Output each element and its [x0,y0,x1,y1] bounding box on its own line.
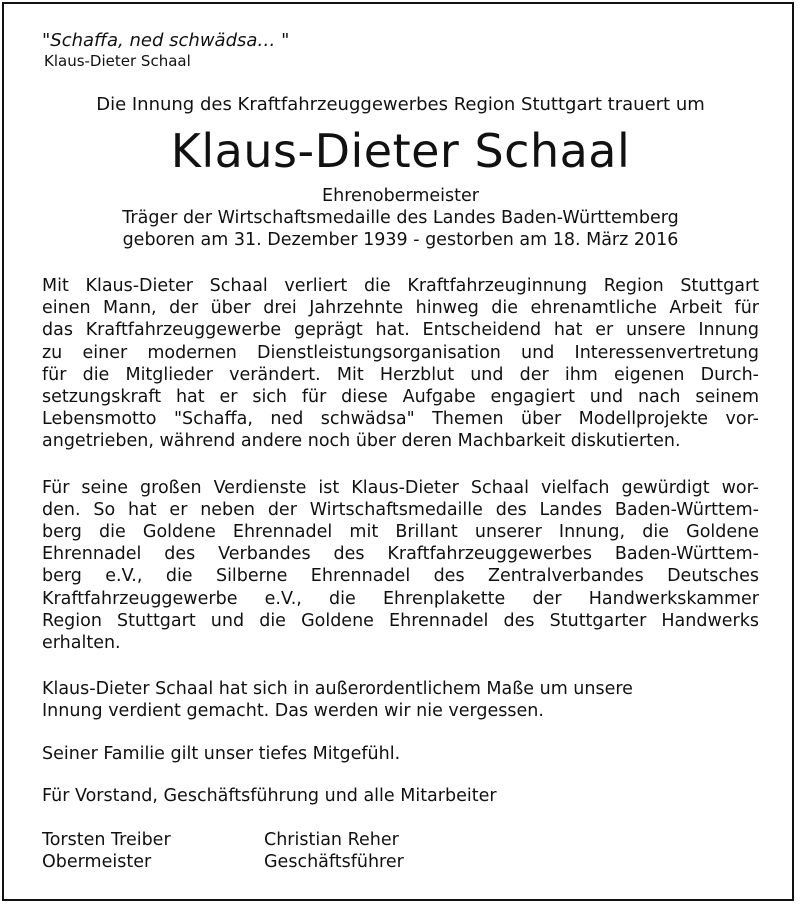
text-line: das Kraftfahrzeuggewerbe geprägt hat. Entscheidend hat er unsere Innung [42,320,759,341]
deceased-name: Klaus-Dieter Schaal [170,124,631,178]
text-line: Region Stuttgart und die Goldene Ehrennadel des Stuttgarter Handwerks [42,610,759,631]
motto-quote: "Schaffa, ned schwädsa… " [42,30,290,51]
text-line: Innung verdient gemacht. Das werden wir nie vergessen. [42,701,544,722]
text-line: erhalten. [42,633,121,654]
signatory [264,829,486,873]
text-line: setzungskraft hat er sich für diese Aufgabe engagiert und nach seinem [42,387,759,408]
paragraph-gratitude [42,678,759,722]
text-line: einen Mann, der über drei Jahrzehnte hinweg die ehrenamtliche Arbeit für [42,298,759,319]
intro-line: Die Innung des Kraftfahrzeuggewerbes Region Stuttgart trauert um [96,94,705,115]
signatory-name: Torsten Treiber [42,830,171,851]
text-line: Mit Klaus-Dieter Schaal verliert die Kraftfahrzeuginnung Region Stuttgart [42,276,759,296]
deceased-title: Ehrenobermeister [322,186,479,206]
signatory-role: Obermeister [42,852,152,873]
text-line: Ehrennadel des Verbandes des Kraftfahrzeuggewerbes Baden-Württem- [42,544,759,565]
paragraph-on-behalf: Für Vorstand, Geschäftsführung und alle Mitarbeiter [42,785,497,806]
text-line: Lebensmotto "Schaffa, ned schwädsa" Themen über Modellprojekte vor- [42,409,759,430]
text-line: Kraftfahrzeuggewerbe e.V., die Ehrenplakette der Handwerkskammer [42,588,759,609]
text-line: berg e.V., die Silberne Ehrennadel des Zentralverbandes Deutsches [42,566,759,587]
paragraph-condolence: Seiner Familie gilt unser tiefes Mitgefühl. [42,743,401,764]
paragraph-tribute [42,275,759,453]
text-line: berg die Goldene Ehrennadel mit Brillant unserer Innung, die Goldene [42,522,759,543]
deceased-award: Träger der Wirtschaftsmedaille des Landes Baden-Württemberg [122,208,679,228]
signatory [42,829,264,873]
signatures [42,829,759,873]
signatory-role: Geschäftsführer [264,852,404,873]
motto-author: Klaus-Dieter Schaal [44,52,191,70]
text-line: Für seine großen Verdienste ist Klaus-Dieter Schaal vielfach gewürdigt wor- [42,477,759,498]
text-line: für die Mitglieder verändert. Mit Herzblut und der ihm eigenen Durch- [42,364,759,385]
paragraph-honors [42,477,759,655]
text-line: angetrieben, während andere noch über deren Machbarkeit diskutierten. [42,431,681,452]
text-line: zu einer modernen Dienstleistungsorganisation und Interessenvertretung [42,342,759,363]
obituary-content [42,30,759,873]
text-line: Klaus-Dieter Schaal hat sich in außerordentlichem Maße um unsere [42,679,633,700]
text-line: den. So hat er neben der Wirtschaftsmedaille des Landes Baden-Württem- [42,499,759,520]
deceased-dates: geboren am 31. Dezember 1939 - gestorben am 18. März 2016 [122,230,679,250]
signatory-name: Christian Reher [264,830,399,851]
